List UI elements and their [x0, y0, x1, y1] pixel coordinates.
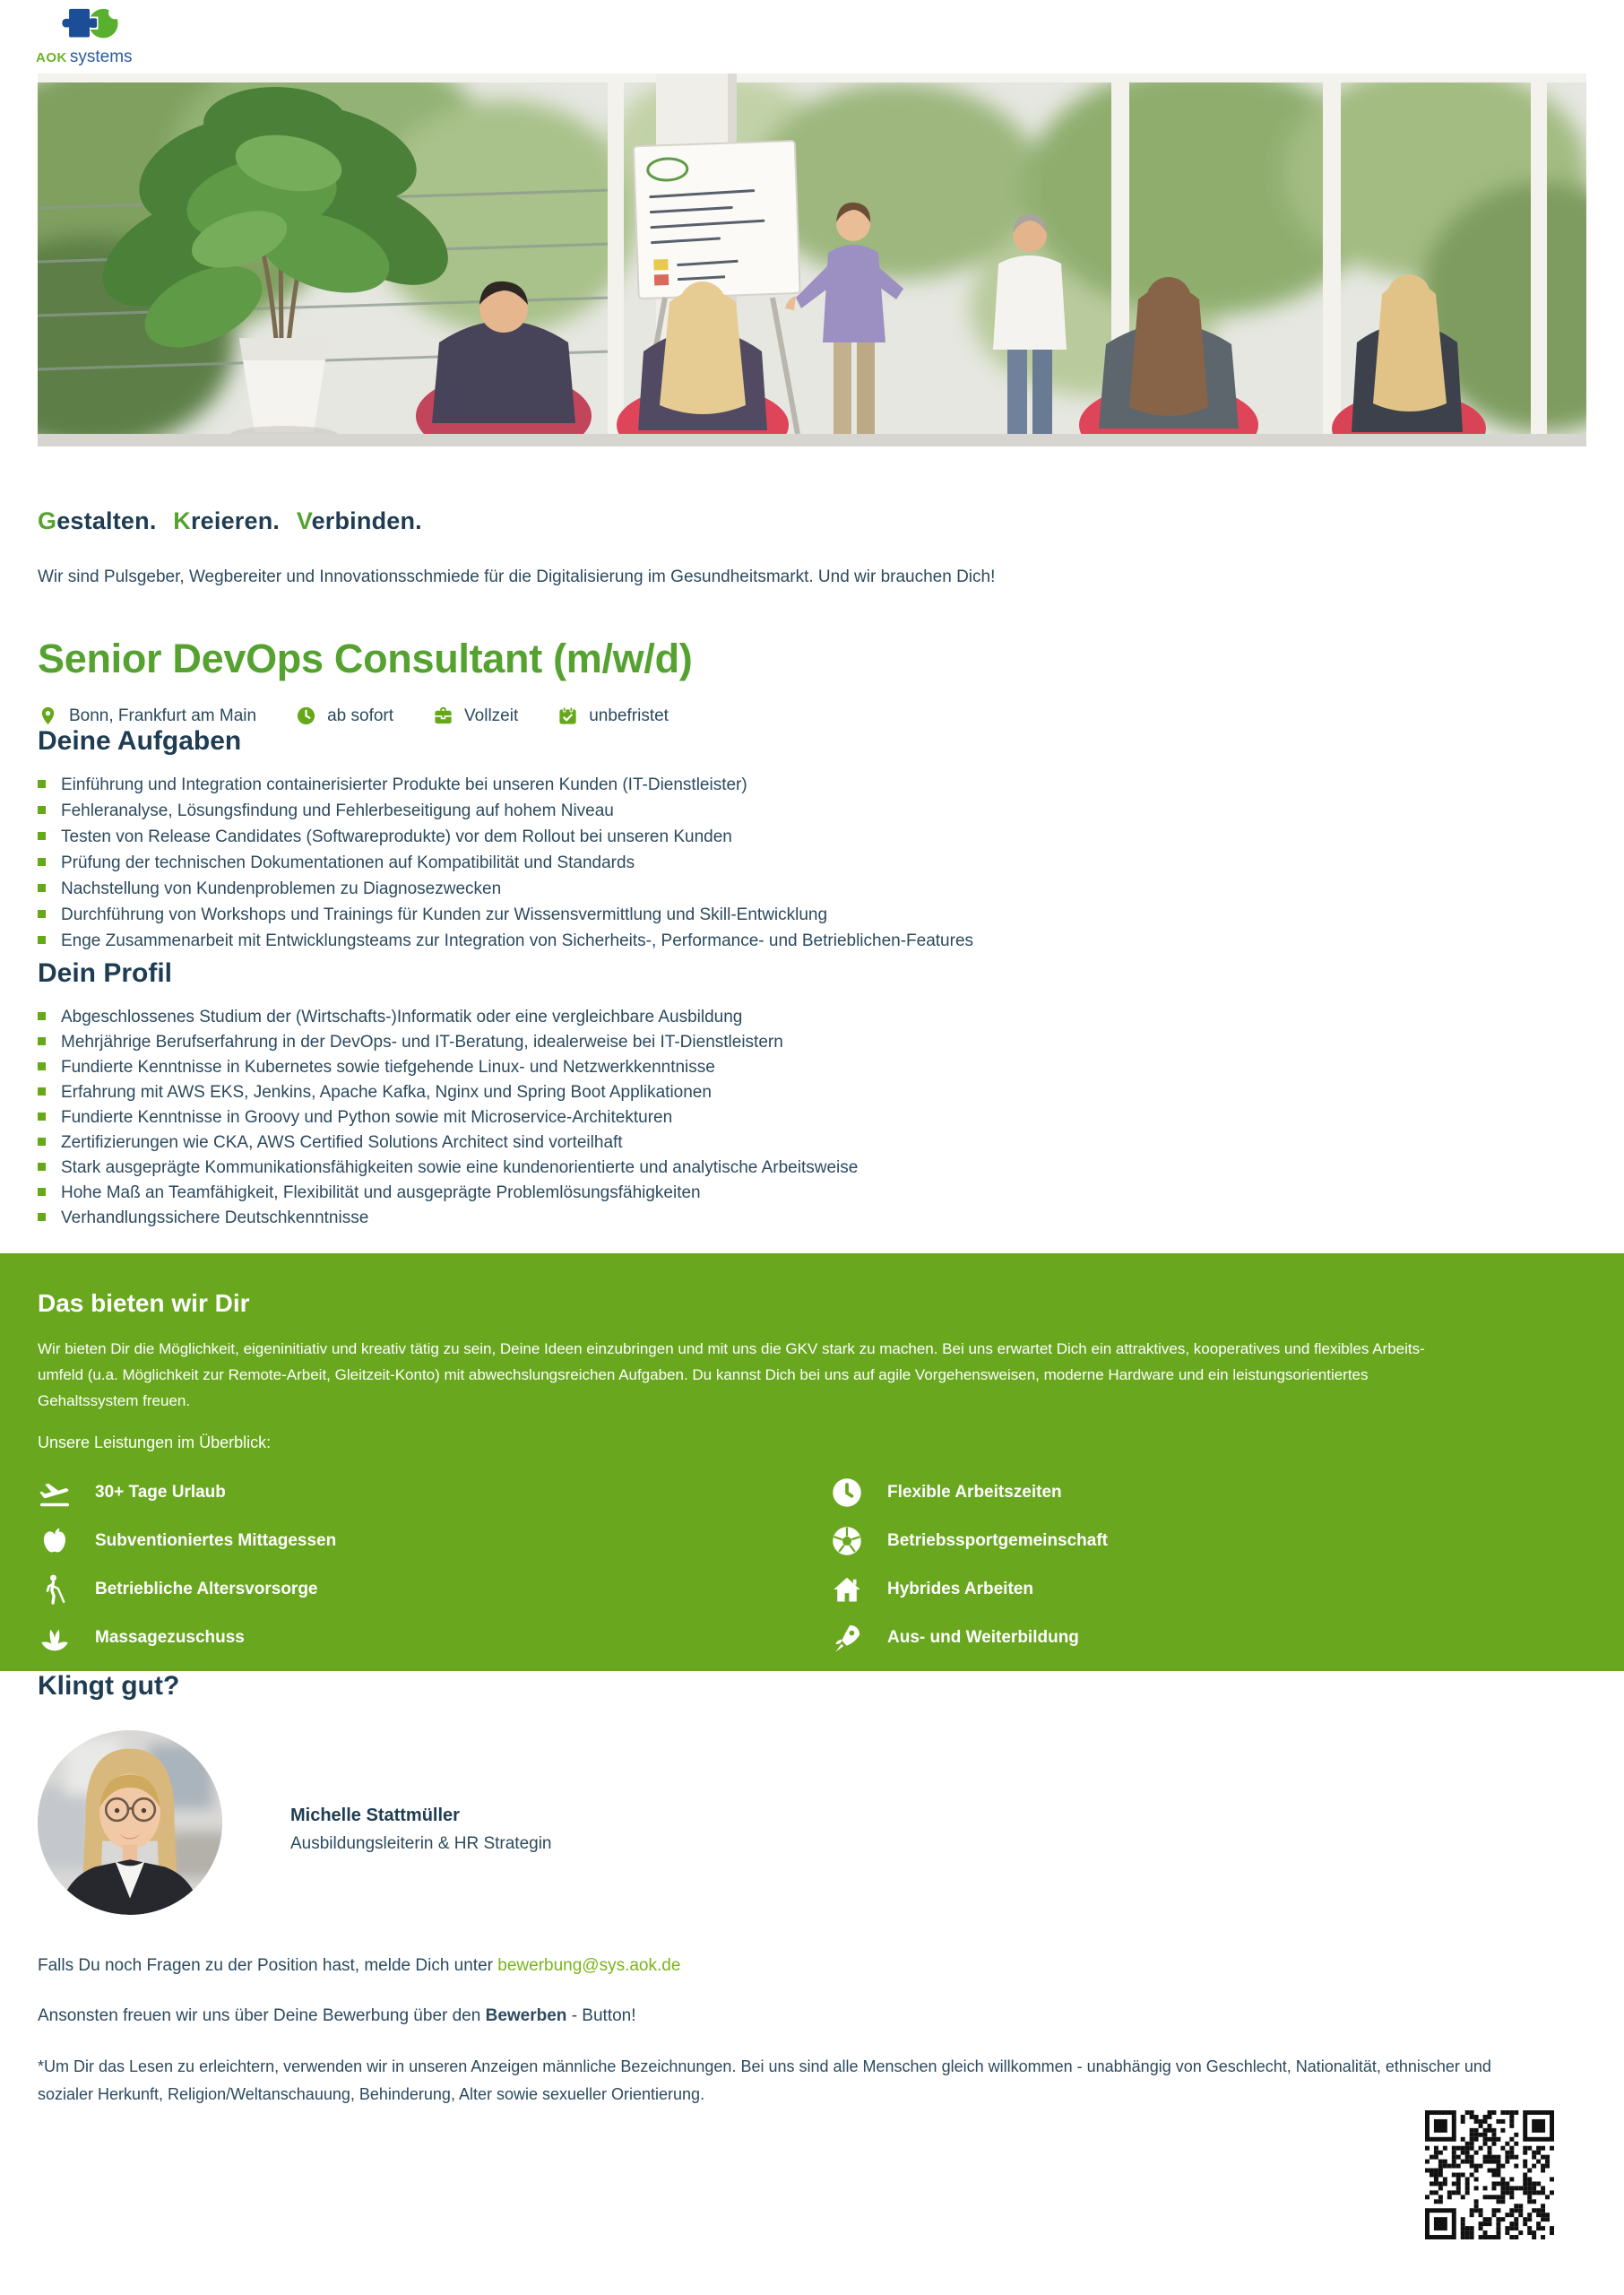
qr-code [1423, 2109, 1556, 2241]
profile-list [38, 1009, 1586, 1226]
profile-item [38, 1059, 1586, 1076]
task-item-text: Durchführung von Workshops und Trainings für Kunden zur Wissensvermittlung und Skill-Entwicklung [61, 905, 828, 924]
apply-bold: Bewerben [485, 2006, 567, 2025]
benefit-item [830, 1517, 1586, 1565]
benefit-label: Flexible Arbeitszeiten [887, 1483, 1062, 1502]
questions-text: Falls Du noch Fragen zu der Position hast, melde Dich unter [38, 1956, 498, 1975]
walking-person-icon [38, 1573, 72, 1606]
portrait-illustration [38, 1730, 222, 1915]
clock-icon [296, 706, 316, 726]
profile-item [38, 1034, 1586, 1051]
benefits-section [0, 1253, 1624, 1671]
profile-item-text: Mehrjährige Berufserfahrung in der DevOps- und IT-Beratung, idealerweise bei IT-Dienstleistern [61, 1033, 783, 1052]
task-item [38, 932, 1586, 949]
profile-item [38, 1184, 1586, 1201]
task-item-text: Fehleranalyse, Lösungsfindung und Fehlerbeseitigung auf hohem Niveau [61, 801, 614, 820]
profile-item-text: Fundierte Kenntnisse in Kubernetes sowie tiefgehende Linux- und Netzwerkkenntnisse [61, 1058, 715, 1077]
task-item [38, 802, 1586, 819]
contact-person-info [290, 1806, 552, 1915]
task-item [38, 906, 1586, 923]
benefits-column-right [812, 1468, 1586, 1662]
job-meta-item [296, 706, 393, 726]
task-item-text: Einführung und Integration containerisierter Produkte bei unseren Kunden (IT-Dienstleister) [61, 775, 747, 794]
profile-item-text: Hohe Maß an Teamfähigkeit, Flexibilität und ausgeprägte Problemlösungsfähigkeiten [61, 1183, 701, 1202]
bullet-square-icon [38, 1012, 46, 1020]
job-meta-row [38, 706, 1586, 726]
bullet-square-icon [38, 910, 46, 918]
tagline-word: Verbinden. [296, 507, 422, 534]
profile-item-text: Stark ausgeprägte Kommunikationsfähigkeiten sowie eine kundenorientierte und analytische Arbeitsweise [61, 1158, 859, 1177]
bullet-square-icon [38, 1037, 46, 1045]
profile-item [38, 1009, 1586, 1026]
benefit-label: Subventioniertes Mittagessen [95, 1531, 337, 1550]
task-item [38, 880, 1586, 897]
job-meta-item [433, 706, 518, 726]
location-pin-icon [38, 706, 58, 726]
contact-person-name: Michelle Stattmüller [290, 1806, 460, 1825]
offer-heading: Das bieten wir Dir [38, 1289, 250, 1317]
profile-item-text: Abgeschlossenes Studium der (Wirtschafts-)Informatik oder eine vergleichbare Ausbildung [61, 1008, 743, 1026]
bullet-square-icon [38, 1188, 46, 1196]
job-meta-item [557, 706, 669, 726]
bullet-square-icon [38, 936, 46, 944]
bullet-square-icon [38, 832, 46, 840]
benefit-label: Betriebliche Altersvorsorge [95, 1580, 318, 1598]
bullet-square-icon [38, 806, 46, 814]
intro-text: Wir sind Pulsgeber, Wegbereiter und Innovationsschmiede für die Digitalisierung im Gesundheitsmarkt. Und wir brauchen Dich! [38, 567, 996, 586]
logo-systems-text: systems [69, 48, 133, 66]
tasks-list [38, 776, 1586, 949]
apple-icon [38, 1525, 72, 1557]
benefit-item [830, 1468, 1586, 1517]
contact-heading: Klingt gut? [38, 1671, 180, 1701]
task-item [38, 828, 1586, 845]
bullet-square-icon [38, 1213, 46, 1221]
benefit-item [38, 1517, 812, 1565]
benefit-label: Aus- und Weiterbildung [887, 1628, 1079, 1647]
hero-image [38, 74, 1586, 446]
contact-person-role: Ausbildungsleiterin & HR Strategin [290, 1834, 552, 1853]
benefit-item [38, 1565, 812, 1614]
offer-text: Wir bieten Dir die Möglichkeit, eigeninitiativ und kreativ tätig zu sein, Deine Ideen einzubringen und mit uns die GKV stark zu machen. Bei uns erwartet Dich ein attraktives, kooperatives und flexibles Arbeits- umfeld (u.a. Möglichkeit zur Remote-Arbeit, Gleitzeit-Konto) mit abwechslungsreichen Aufgaben. Du kannst Dich bei uns auf agile Vorgehensweisen, moderne Hardware und ein leistungsorientiertes Gehaltssystem freuen. [38, 1340, 1425, 1409]
profile-item [38, 1084, 1586, 1101]
job-title: Senior DevOps Consultant (m/w/d) [38, 636, 693, 681]
task-item-text: Prüfung der technischen Dokumentationen auf Kompatibilität und Standards [61, 853, 635, 872]
apply-text-after: - Button! [566, 2006, 636, 2025]
benefits-grid [38, 1468, 1586, 1662]
profile-heading: Dein Profil [38, 958, 173, 988]
hero-office-scene [38, 74, 1586, 446]
disclaimer: *Um Dir das Lesen zu erleichtern, verwenden wir in unseren Anzeigen männliche Bezeichnungen. Bei uns sind alle Menschen gleich willkommen - unabhängig von Geschlecht, Nationalität, ethnischer und sozialer Herkunft, Religion/Weltanschauung, Behinderung, Alter sowie sexueller Orientierung. [38, 2057, 1491, 2103]
rocket-icon [830, 1622, 864, 1654]
task-item-text: Nachstellung von Kundenproblemen zu Diagnosezwecken [61, 879, 502, 898]
apply-text-before: Ansonsten freuen wir uns über Deine Bewerbung über den [38, 2006, 486, 2025]
tagline-word: Gestalten. [38, 507, 157, 534]
profile-item-text: Erfahrung mit AWS EKS, Jenkins, Apache Kafka, Nginx und Spring Boot Applikationen [61, 1083, 712, 1102]
benefit-item [830, 1614, 1586, 1662]
topbar [0, 0, 1624, 74]
job-meta-label: Vollzeit [464, 706, 519, 725]
soccer-ball-icon [830, 1525, 864, 1557]
job-meta-label: Bonn, Frankfurt am Main [69, 706, 257, 725]
tagline [38, 507, 1586, 535]
contact-person-photo [38, 1730, 222, 1915]
contact-person [38, 1730, 1586, 1915]
main-content [0, 507, 1624, 1226]
bullet-square-icon [38, 858, 46, 866]
profile-item-text: Verhandlungssichere Deutschkenntnisse [61, 1208, 369, 1227]
benefit-label: Hybrides Arbeiten [887, 1580, 1033, 1598]
offer-subheading: Unsere Leistungen im Überblick: [38, 1433, 272, 1451]
task-item-text: Enge Zusammenarbeit mit Entwicklungsteams zur Integration von Sicherheits-, Performance- und Betrieblichen-Features [61, 931, 974, 950]
benefit-label: Betriebssportgemeinschaft [887, 1531, 1109, 1550]
logo-aok-text: AOK [36, 50, 67, 65]
bullet-square-icon [38, 1138, 46, 1146]
contact-section [0, 1671, 1624, 2109]
profile-item-text: Fundierte Kenntnisse in Groovy und Python sowie mit Microservice-Architekturen [61, 1108, 673, 1127]
questions-line [38, 1956, 1586, 1976]
benefit-label: Massagezuschuss [95, 1628, 245, 1647]
profile-item [38, 1159, 1586, 1176]
profile-item [38, 1209, 1586, 1226]
bullet-square-icon [38, 780, 46, 788]
airplane-icon [38, 1477, 72, 1509]
tasks-heading: Deine Aufgaben [38, 726, 242, 756]
home-icon [830, 1573, 864, 1606]
benefit-item [830, 1565, 1586, 1614]
task-item [38, 776, 1586, 793]
profile-item-text: Zertifizierungen wie CKA, AWS Certified Solutions Architect sind vorteilhaft [61, 1133, 623, 1152]
profile-item [38, 1109, 1586, 1126]
job-meta-label: ab sofort [327, 706, 394, 725]
calendar-check-icon [557, 706, 578, 726]
bullet-square-icon [38, 884, 46, 892]
email-link[interactable]: bewerbung@sys.aok.de [497, 1956, 681, 1975]
apply-line [38, 2006, 1586, 2026]
task-item-text: Testen von Release Candidates (Softwareprodukte) vor dem Rollout bei unseren Kunden [61, 827, 732, 846]
tagline-word: Kreieren. [173, 507, 281, 534]
job-meta-item [38, 706, 256, 726]
logo-wordmark [36, 48, 133, 67]
benefit-item [38, 1614, 812, 1662]
spa-lotus-icon [38, 1622, 72, 1654]
benefit-label: 30+ Tage Urlaub [95, 1483, 226, 1502]
aok-systems-logo [36, 7, 133, 67]
puzzle-pieces-icon [59, 7, 120, 47]
clock-white-icon [830, 1477, 864, 1509]
bullet-square-icon [38, 1087, 46, 1096]
bullet-square-icon [38, 1163, 46, 1171]
benefits-column-left [38, 1468, 812, 1662]
job-meta-label: unbefristet [589, 706, 669, 725]
briefcase-icon [433, 706, 454, 726]
profile-item [38, 1134, 1586, 1151]
bullet-square-icon [38, 1062, 46, 1070]
benefit-item [38, 1468, 812, 1517]
bullet-square-icon [38, 1113, 46, 1121]
task-item [38, 854, 1586, 871]
